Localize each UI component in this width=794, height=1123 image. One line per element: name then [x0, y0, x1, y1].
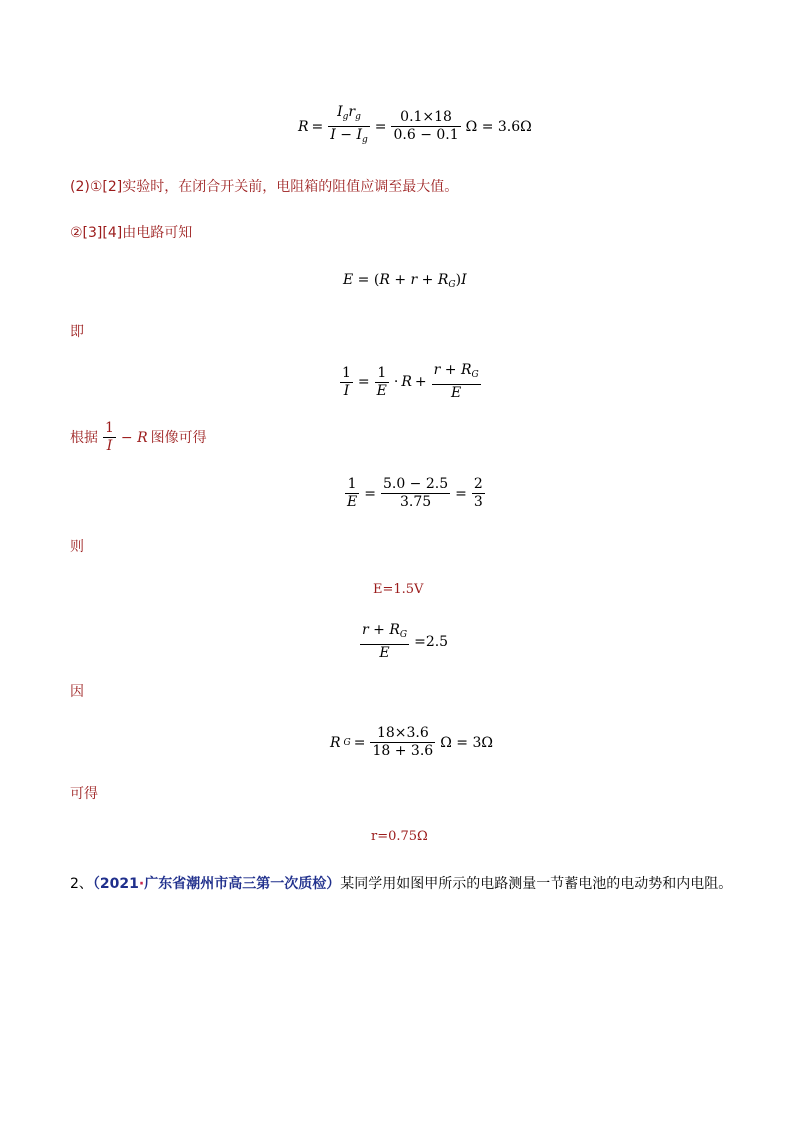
- genju-suffix: 图像可得: [150, 429, 207, 446]
- formula-rg: R G = $\frac{18\times 3.6}{18 + 3.6}$ Ω = 3Ω: [330, 725, 493, 759]
- result-emf: E=1.5V: [373, 582, 424, 597]
- step-2-2: ②[3][4]由电路可知: [70, 225, 193, 241]
- question-number: 2、: [70, 876, 93, 892]
- word-ze: 则: [70, 539, 84, 555]
- question-text: 某同学用如图甲所示的电路测量一节蓄电池的电动势和内电阻。: [340, 876, 733, 892]
- word-yin: 因: [70, 684, 84, 700]
- inline-fraction: $\frac{1}{I}$: [105, 420, 114, 454]
- step-2-1: (2)①[2]实验时，在闭合开关前，电阻箱的阻值应调至最大值。: [70, 179, 459, 195]
- question-2: [70, 875, 732, 893]
- word-kede: 可得: [70, 786, 98, 802]
- word-ji: 即: [70, 324, 84, 340]
- genju-line: [70, 420, 207, 455]
- source-name: 广东省潮州市高三第一次质检: [144, 876, 327, 892]
- formula-linear: $\frac{1}{I}$ = $\frac{1}{E}$ · R + $\frac{r + R_G}{E}$: [342, 362, 479, 401]
- formula-intercept: $\frac{r + R_G}{E}$ =2.5: [362, 622, 449, 661]
- formula-r-shunt: R = $\frac{I_gr_g}{I - I_g}$ = $\frac{0.1\times 18}{0.6 - 0.1}$ Ω = 3.6Ω: [298, 104, 532, 145]
- inline-minus-r: − R: [120, 429, 148, 446]
- source-year: 2021: [99, 876, 139, 892]
- result-internal-resistance: r=0.75Ω: [371, 829, 428, 844]
- source-dot: ·: [138, 876, 145, 892]
- formula-emf: $E = (R + r + R_G)I$: [343, 272, 467, 290]
- genju-prefix: 根据: [70, 429, 98, 446]
- formula-slope: $\frac{1}{E}$ = $\frac{5.0 - 2.5}{3.75}$ = $\frac{2}{3}$: [347, 476, 483, 510]
- source-close: ）: [326, 876, 341, 892]
- source-open: （: [92, 876, 100, 892]
